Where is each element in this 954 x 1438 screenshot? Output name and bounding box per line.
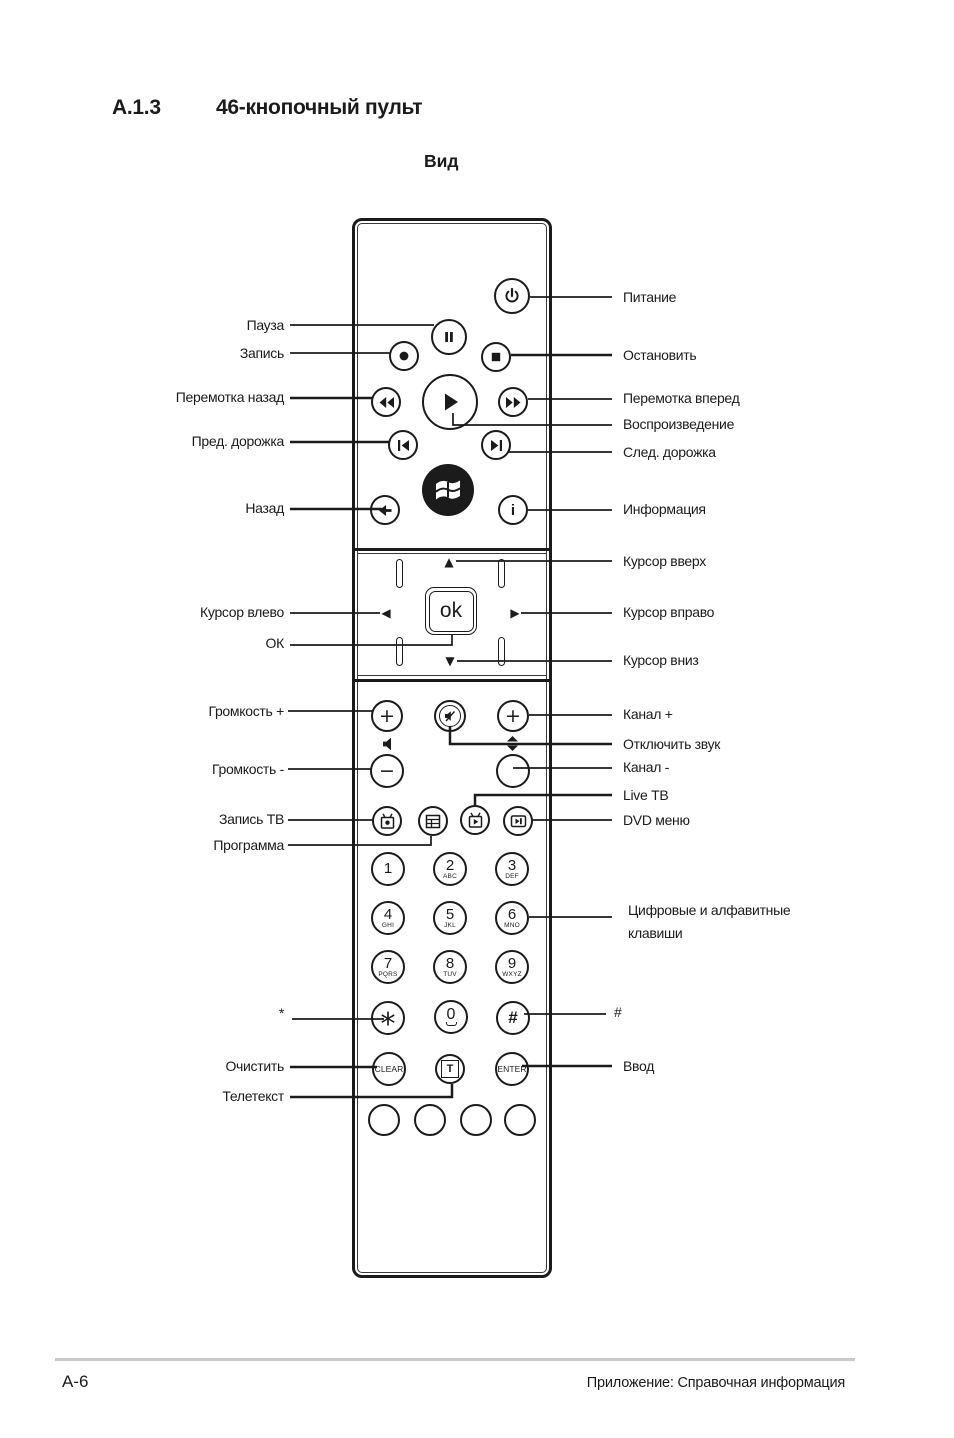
callout-cursor-right: Курсор вправо	[623, 604, 715, 620]
record-icon	[398, 350, 410, 362]
speaker-icon-shape	[381, 737, 396, 751]
previous-track-icon	[397, 440, 410, 451]
callout-play: Воспроизведение	[623, 416, 735, 432]
callout-channel-down: Канал -	[623, 759, 670, 775]
dvd-menu-icon	[509, 813, 528, 829]
volume-down-button	[370, 754, 404, 788]
play-icon	[437, 389, 463, 415]
key-1	[371, 852, 405, 886]
clear-button	[372, 1052, 406, 1086]
key-7-digit: 7	[383, 954, 393, 972]
callout-hash: #	[614, 1004, 622, 1020]
key-3-digit: 3	[507, 856, 517, 874]
info-button	[498, 495, 528, 525]
windows-logo-icon	[422, 464, 474, 516]
callout-info: Информация	[623, 501, 706, 517]
callout-power: Питание	[623, 289, 677, 305]
key-8-digit: 8	[445, 954, 455, 972]
callout-channel-up: Канал +	[623, 706, 673, 722]
hash-icon: #	[508, 1008, 518, 1027]
callout-star: *	[278, 1005, 284, 1021]
callout-clear: Очистить	[225, 1058, 284, 1074]
callout-mute: Отключить звук	[623, 736, 721, 752]
callout-rewind: Перемотка назад	[175, 389, 284, 405]
callout-volume-down: Громкость -	[211, 761, 284, 777]
teletext-button	[435, 1054, 465, 1084]
cursor-pad-slot	[396, 559, 403, 588]
section-divider	[352, 679, 552, 682]
enter-button	[495, 1052, 529, 1086]
callout-guide: Программа	[213, 837, 284, 853]
star-button	[371, 1001, 405, 1042]
key-5	[433, 901, 467, 935]
cursor-down-icon: ▼	[445, 654, 455, 668]
key-9	[495, 950, 529, 984]
next-track-icon	[490, 440, 503, 451]
star-icon: *	[380, 1007, 396, 1042]
color-button-4	[504, 1104, 536, 1136]
live-tv-button	[460, 805, 490, 835]
key-5-digit: 5	[445, 905, 455, 923]
next-track-button	[481, 430, 511, 460]
cursor-right-icon: ▶	[510, 606, 520, 620]
callout-record: Запись	[239, 345, 284, 361]
color-button-1	[368, 1104, 400, 1136]
key-2	[433, 852, 467, 886]
live-tv-icon	[466, 811, 485, 829]
key-6	[495, 901, 529, 935]
callout-dvd-menu: DVD меню	[623, 812, 690, 828]
section-number: А.1.3	[112, 96, 161, 119]
key-0-digit: 0	[446, 1006, 456, 1023]
key-4-letters: GHI	[381, 921, 395, 929]
volume-up-button	[371, 700, 403, 732]
key-6-letters: MNO	[504, 921, 520, 929]
callout-stop: Остановить	[623, 347, 697, 363]
key-2-digit: 2	[445, 856, 455, 874]
fast-forward-button	[498, 387, 528, 417]
section-divider	[352, 548, 552, 551]
windows-media-center-button	[422, 464, 474, 516]
pause-icon	[442, 330, 456, 344]
plus-icon: +	[505, 705, 521, 727]
callout-pause: Пауза	[246, 317, 284, 333]
rewind-icon	[378, 397, 395, 408]
key-9-digit: 9	[507, 954, 517, 972]
previous-track-button	[388, 430, 418, 460]
key-8-letters: TUV	[443, 970, 457, 978]
footer-rule	[55, 1358, 855, 1361]
section-title: 46-кнопочный пульт	[216, 96, 423, 119]
key-0	[434, 1000, 468, 1034]
record-button	[389, 341, 419, 371]
color-button-3	[460, 1104, 492, 1136]
callout-keypad-line1: Цифровые и алфавитные	[628, 902, 791, 918]
record-tv-button	[372, 806, 402, 836]
key-2-letters: ABC	[443, 872, 457, 880]
callout-cursor-down: Курсор вниз	[623, 652, 699, 668]
key-8	[433, 950, 467, 984]
cursor-up-icon: ▲	[444, 555, 454, 569]
key-5-letters: JKL	[444, 921, 456, 929]
figure-caption: Вид	[424, 151, 459, 171]
rewind-button	[371, 387, 401, 417]
key-4	[371, 901, 405, 935]
power-icon	[502, 286, 522, 306]
key-9-letters: WXYZ	[502, 970, 522, 978]
color-button-2	[414, 1104, 446, 1136]
record-tv-icon	[378, 812, 397, 830]
fast-forward-icon	[505, 397, 522, 408]
key-1-digit: 1	[383, 860, 393, 877]
teletext-icon: T	[441, 1060, 459, 1078]
callout-keypad-line2: клавиши	[628, 925, 683, 941]
space-underscore-icon	[446, 1022, 457, 1026]
stop-button	[481, 342, 511, 372]
channel-up-button	[497, 700, 529, 732]
ok-button	[425, 587, 477, 635]
clear-button-label: CLEAR	[374, 1064, 404, 1074]
cursor-left-icon: ◀	[381, 606, 391, 620]
section-divider-line	[358, 553, 546, 554]
guide-icon	[424, 813, 442, 830]
callout-prev-track: Пред. дорожка	[191, 433, 284, 449]
ok-button-inner-line	[429, 591, 474, 632]
footer-chapter-text: Приложение: Справочная информация	[586, 1375, 845, 1391]
cursor-pad-slot	[498, 559, 505, 588]
key-7	[371, 950, 405, 984]
key-3-letters: DEF	[505, 872, 519, 880]
callout-cursor-left: Курсор влево	[200, 604, 284, 620]
callout-enter: Ввод	[623, 1058, 655, 1074]
callout-back: Назад	[245, 500, 284, 516]
back-icon	[378, 505, 393, 516]
footer-page-number: A-6	[62, 1372, 89, 1391]
minus-icon: −	[379, 760, 395, 782]
plus-icon: +	[379, 705, 395, 727]
info-icon: i	[510, 501, 516, 519]
power-button	[494, 278, 530, 314]
section-divider-line	[358, 675, 546, 676]
dvd-menu-button	[503, 806, 533, 836]
channel-down-button	[496, 754, 530, 788]
callout-volume-up: Громкость +	[208, 703, 284, 719]
key-7-letters: PQRS	[378, 970, 398, 978]
cursor-pad-slot	[498, 637, 505, 666]
play-button	[422, 374, 478, 430]
key-3	[495, 852, 529, 886]
callout-teletext: Телетекст	[222, 1088, 284, 1104]
callout-ok: ОК	[265, 635, 284, 651]
cursor-pad-slot	[396, 637, 403, 666]
pause-button	[431, 319, 467, 355]
guide-button	[418, 806, 448, 836]
ok-button-label: ok	[439, 599, 463, 622]
enter-button-label: ENTER	[497, 1064, 527, 1074]
callout-cursor-up: Курсор вверх	[623, 553, 706, 569]
speaker-slash-icon	[443, 709, 457, 723]
mute-button	[434, 700, 466, 732]
speaker-icon	[381, 737, 396, 751]
stop-icon	[490, 351, 502, 363]
mute-icon	[439, 705, 461, 727]
callout-fast-forward: Перемотка вперед	[623, 390, 740, 406]
callout-record-tv: Запись ТВ	[218, 811, 284, 827]
key-4-digit: 4	[383, 905, 393, 923]
back-button	[370, 495, 400, 525]
key-6-digit: 6	[507, 905, 517, 923]
hash-button	[496, 1001, 530, 1035]
callout-next-track: След. дорожка	[623, 444, 716, 460]
callout-live-tv: Live ТВ	[623, 787, 669, 803]
channel-updown-icon	[507, 736, 518, 751]
channel-updown-icon-shape	[507, 736, 518, 751]
